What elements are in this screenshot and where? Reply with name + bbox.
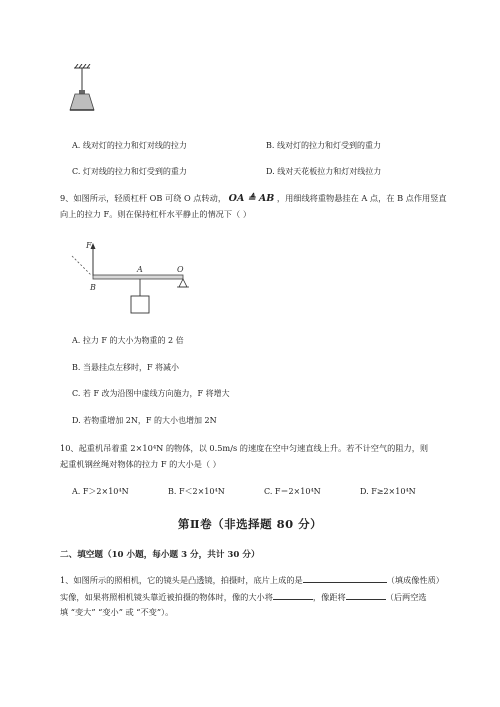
fill1-text-a: 1、如图所示的照相机，它的镜头是凸透镜，拍摄时，底片上成的是 bbox=[60, 575, 303, 585]
lamp-cap bbox=[79, 90, 85, 94]
fill1-text-d: ，像距将 bbox=[312, 592, 346, 602]
pivot-triangle bbox=[179, 279, 187, 287]
part2-title: 第Ⅱ卷（非选择题 80 分） bbox=[177, 517, 323, 531]
q9-stem-text-b: ，用细线将重物悬挂在 A 点，在 B 点作用竖直 bbox=[276, 193, 447, 203]
hanging-lamp-figure bbox=[66, 64, 102, 118]
fill1-blank-image-distance[interactable] bbox=[346, 590, 386, 600]
q8-option-a[interactable]: A. 线对灯的拉力和灯对线的拉力 bbox=[72, 141, 187, 150]
q9-option-b[interactable]: B. 当悬挂点左移时，F 将减小 bbox=[72, 363, 180, 372]
dashed-force-direction bbox=[72, 256, 91, 275]
label-o: O bbox=[177, 265, 184, 274]
q10-option-b[interactable]: B. F＜2×10⁴N bbox=[168, 487, 225, 496]
q10-option-c[interactable]: C. F＝2×10⁴N bbox=[264, 487, 321, 496]
q8-option-b[interactable]: B. 线对灯的拉力和灯受到的重力 bbox=[266, 141, 381, 150]
hanging-weight bbox=[131, 296, 149, 313]
q10-option-a[interactable]: A. F＞2×10⁴N bbox=[72, 487, 129, 496]
label-a: A bbox=[137, 265, 143, 274]
lever-bar bbox=[93, 275, 183, 279]
q10-option-d[interactable]: D. F≥2×10⁴N bbox=[360, 487, 416, 496]
lever-figure bbox=[64, 238, 194, 318]
fill1-text-e: （后两空选 bbox=[385, 592, 427, 602]
fill1-text-c: 实像，如果将照相机镜头靠近被拍摄的物体时，像的大小将 bbox=[60, 592, 273, 602]
label-b: B bbox=[90, 283, 96, 292]
q9-option-c[interactable]: C. 若 F 改为沿图中虚线方向施力，F 将增大 bbox=[72, 389, 230, 398]
q9-option-d[interactable]: D. 若物重增加 2N，F 的大小也增加 2N bbox=[72, 416, 217, 425]
fill1-blank-image-size[interactable] bbox=[273, 590, 313, 600]
lamp-shade bbox=[70, 94, 94, 110]
q10-stem-line1: 10、起重机吊着重 2×10⁴N 的物体，以 0.5m/s 的速度在空中匀速直线上升。若不计空气的阻力，则 bbox=[60, 443, 429, 453]
q10-stem-line2: 起重机钢丝绳对物体的拉力 F 的大小是（ ） bbox=[60, 459, 221, 469]
ceiling-hatch bbox=[74, 64, 90, 68]
fill1-blank-image-property[interactable] bbox=[303, 573, 387, 583]
label-f: F bbox=[86, 241, 92, 250]
q9-expression: OA ≜ AB bbox=[228, 193, 275, 204]
q9-option-a[interactable]: A. 拉力 F 的大小为物重的 2 倍 bbox=[72, 336, 184, 345]
fill-section-heading: 二、填空题（10 小题，每小题 3 分，共计 30 分） bbox=[60, 550, 260, 560]
q9-stem-line2: 向上的拉力 F。则在保持杠杆水平静止的情况下（ ） bbox=[60, 209, 252, 219]
q8-option-c[interactable]: C. 灯对线的拉力和灯受到的重力 bbox=[72, 167, 187, 176]
fill1-line2 bbox=[60, 590, 427, 603]
fill1-line3: 填 “变大” “变小” 或 “不变”）。 bbox=[60, 607, 174, 617]
q8-option-d[interactable]: D. 线对天花板拉力和灯对线拉力 bbox=[266, 167, 382, 176]
q9-stem-line1 bbox=[60, 193, 447, 204]
fill1-text-b: （填成像性质） bbox=[386, 575, 444, 585]
fill1-line1 bbox=[60, 573, 444, 586]
q9-stem-text-a: 9、如图所示，轻质杠杆 OB 可绕 O 点转动， bbox=[60, 193, 227, 203]
